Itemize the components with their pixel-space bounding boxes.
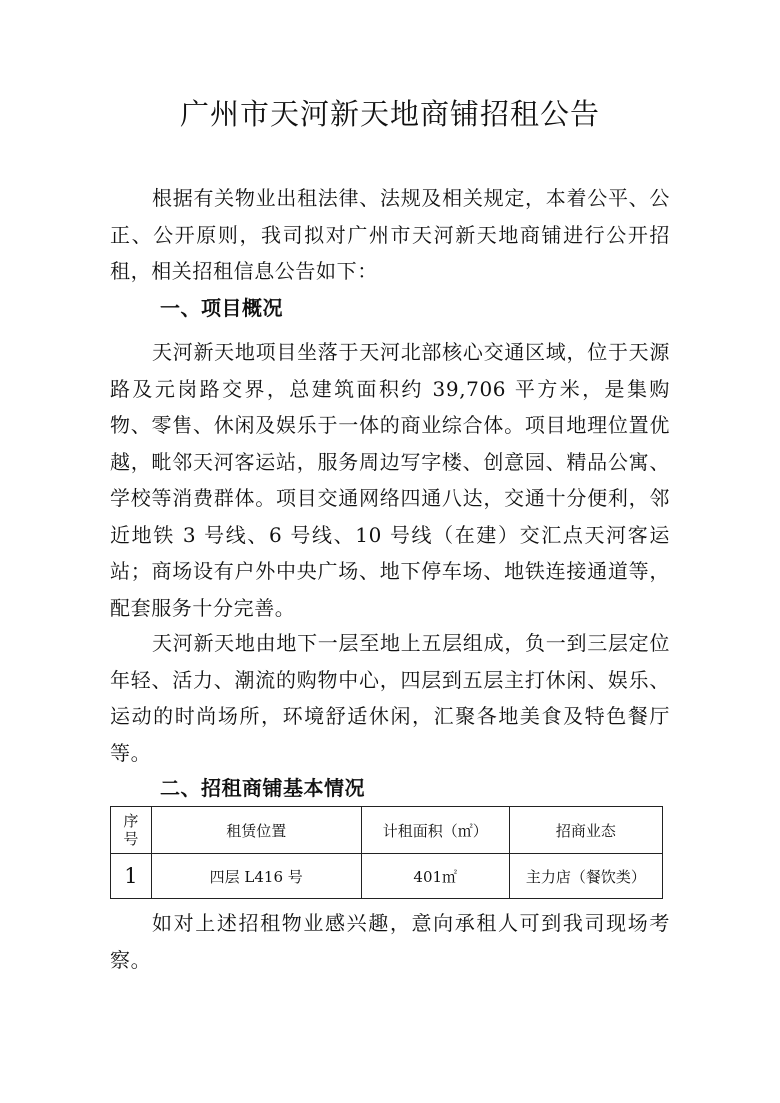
table-header-row xyxy=(111,807,663,854)
cell-location: 四层 L416 号 xyxy=(151,854,361,899)
document-title: 广州市天河新天地商铺招租公告 xyxy=(179,97,600,131)
cell-area: 401㎡ xyxy=(361,854,509,899)
project-overview-paragraph: 天河新天地项目坐落于天河北部核心交通区域，位于天源路及元岗路交界，总建筑面积约 39,706 平方米，是集购物、零售、休闲及娱乐于一体的商业综合体。项目地理位置优越，毗邻天河客运站，服务周边写字楼、创意园、精品公寓、学校等消费群体。项目交通网络四通八达，交通十分便利，邻近地铁 3 号线、6 号线、10 号线（在建）交汇点天河客运站；商场设有户外中央广场、地下停车场、地铁连接通道等，配套服务十分完善。 xyxy=(110,340,670,620)
header-location: 租赁位置 xyxy=(151,807,361,854)
intro-paragraph: 根据有关物业出租法律、法规及相关规定，本着公平、公正、公开原则，我司拟对广州市天河新天地商铺进行公开招租，相关招租信息公告如下： xyxy=(110,186,670,283)
header-area: 计租面积（㎡） xyxy=(361,807,509,854)
closing-paragraph: 如对上述招租物业感兴趣，意向承租人可到我司现场考察。 xyxy=(110,911,670,972)
section-heading-shop-info: 二、招租商铺基本情况 xyxy=(160,776,365,800)
shop-info-table xyxy=(110,806,663,899)
cell-business-type: 主力店（餐饮类） xyxy=(509,854,662,899)
project-layout-paragraph: 天河新天地由地下一层至地上五层组成，负一到三层定位年轻、活力、潮流的购物中心，四层到五层主打休闲、娱乐、运动的时尚场所，环境舒适休闲，汇聚各地美食及特色餐厅等。 xyxy=(110,631,670,765)
cell-no: 1 xyxy=(111,854,152,899)
header-no: 序号 xyxy=(111,807,152,854)
section-heading-project-overview: 一、项目概况 xyxy=(160,296,283,320)
header-business-type: 招商业态 xyxy=(509,807,662,854)
table-row xyxy=(111,854,663,899)
